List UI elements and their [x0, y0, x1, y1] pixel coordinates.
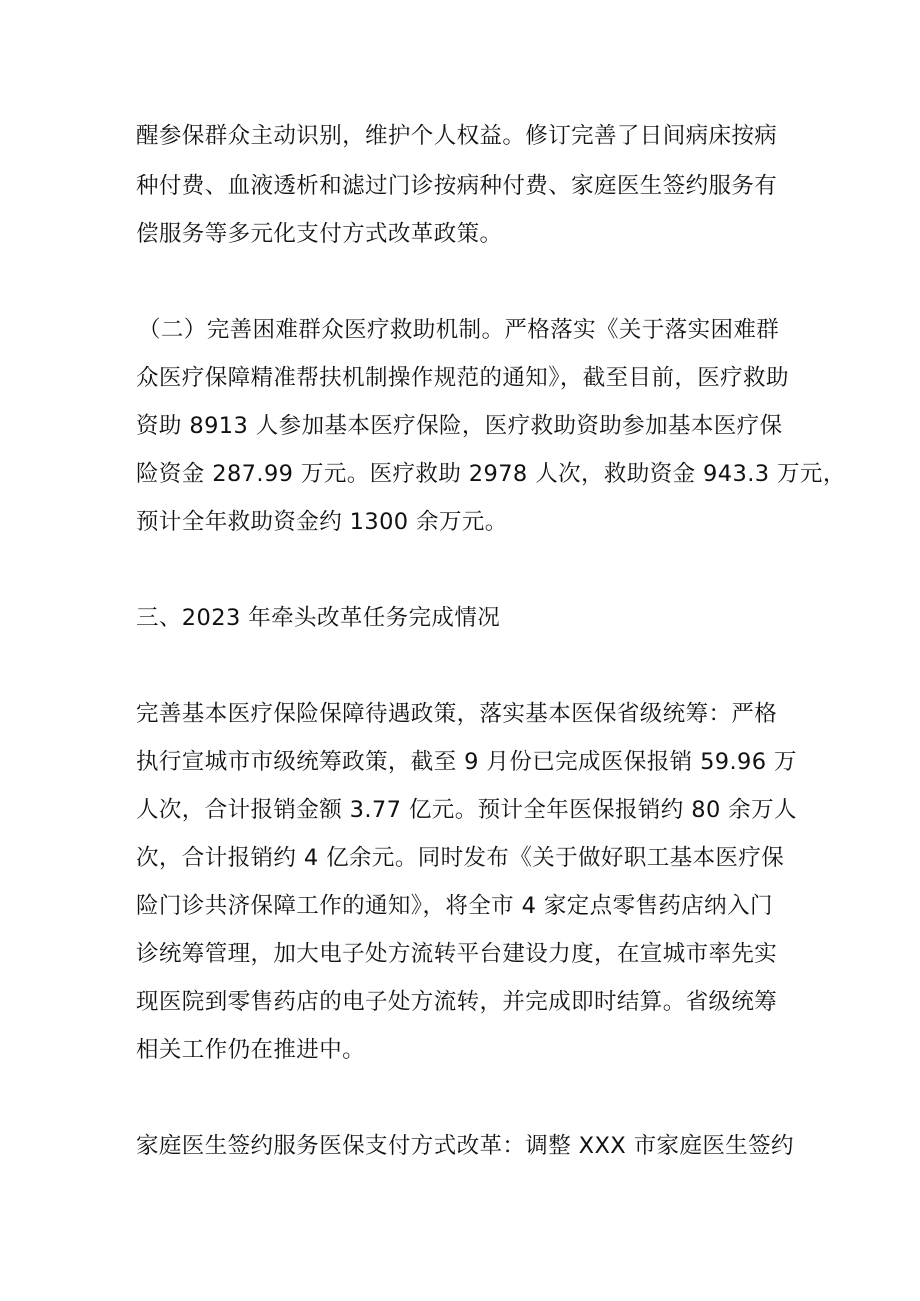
paragraph-2-line-4: 险资金 287.99 万元。医疗救助 2978 人次，救助资金 943.3 万元， — [136, 461, 846, 487]
paragraph-3-line-8: 相关工作仍在推进中。 — [136, 1037, 366, 1063]
paragraph-1-line-1: 醒参保群众主动识别，维护个人权益。修订完善了日间病床按病 — [136, 123, 778, 149]
paragraph-2-line-1: （二）完善困难群众医疗救助机制。严格落实《关于落实困难群 — [138, 317, 780, 343]
paragraph-2-line-3: 资助 8913 人参加基本医疗保险，医疗救助资助参加基本医疗保 — [136, 413, 783, 439]
paragraph-3-line-2: 执行宣城市市级统筹政策，截至 9 月份已完成医保报销 59.96 万 — [136, 749, 797, 775]
paragraph-3-line-3: 人次，合计报销金额 3.77 亿元。预计全年医保报销约 80 余万人 — [136, 797, 797, 823]
paragraph-4-line-1: 家庭医生签约服务医保支付方式改革：调整 XXX 市家庭医生签约 — [136, 1133, 794, 1159]
section-heading-3: 三、2023 年牵头改革任务完成情况 — [136, 605, 501, 631]
paragraph-3-line-6: 诊统筹管理，加大电子处方流转平台建设力度，在宣城市率先实 — [136, 941, 778, 967]
paragraph-3-line-5: 险门诊共济保障工作的通知》，将全市 4 家定点零售药店纳入门 — [136, 893, 773, 919]
paragraph-2-line-5: 预计全年救助资金约 1300 余万元。 — [136, 509, 508, 535]
paragraph-1-line-2: 种付费、血液透析和滤过门诊按病种付费、家庭医生签约服务有 — [136, 173, 778, 199]
paragraph-3-line-7: 现医院到零售药店的电子处方流转，并完成即时结算。省级统筹 — [136, 989, 778, 1015]
paragraph-3-line-1: 完善基本医疗保险保障待遇政策，落实基本医保省级统筹：严格 — [136, 701, 778, 727]
paragraph-3-line-4: 次，合计报销约 4 亿余元。同时发布《关于做好职工基本医疗保 — [136, 845, 785, 871]
paragraph-2-line-2: 众医疗保障精准帮扶机制操作规范的通知》，截至目前，医疗救助 — [136, 365, 789, 391]
paragraph-1-line-3: 偿服务等多元化支付方式改革政策。 — [136, 221, 503, 247]
